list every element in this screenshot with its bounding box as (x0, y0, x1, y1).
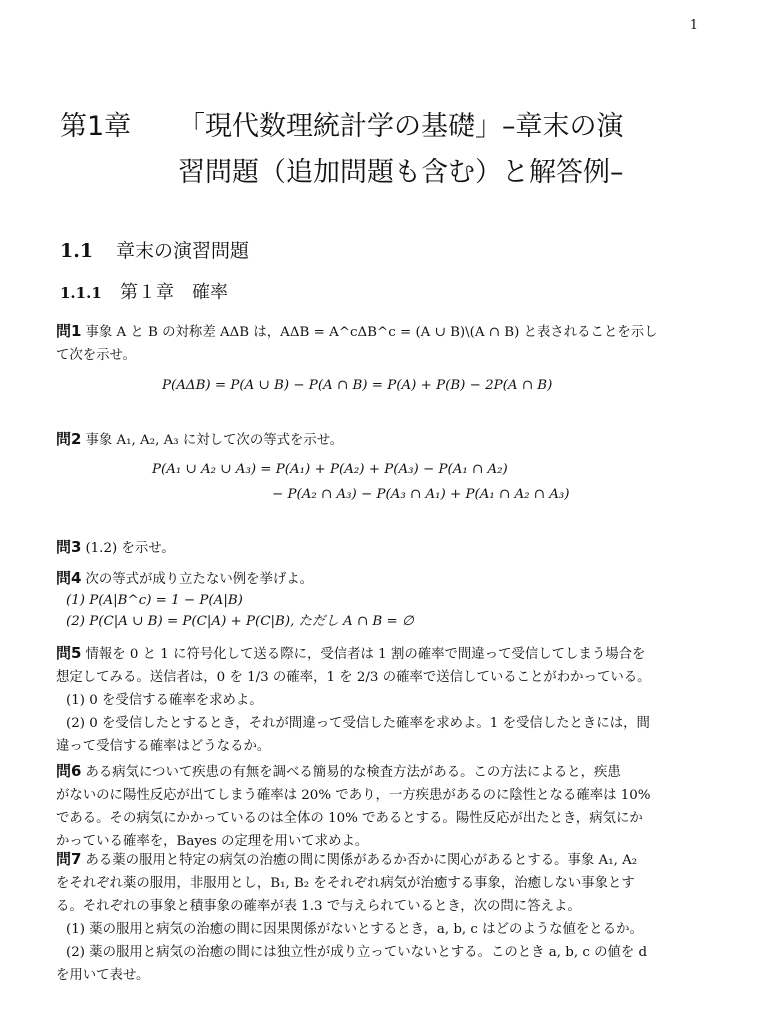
chapter-number: 第1章 (60, 111, 132, 142)
subsection-heading (60, 278, 228, 304)
problem-label: 問5 (56, 644, 82, 662)
problem-label: 問3 (56, 538, 82, 556)
problem-text: 違って受信する確率はどうなるか。 (56, 739, 271, 754)
problem-text: 情報を 0 と 1 に符号化して送る際に，受信者は 1 割の確率で間違って受信してしまう場合を (85, 647, 646, 662)
problem-text: 事象 A と B の対称差 AΔB は，AΔB = A^cΔB^c = (A ∪ B)\(A ∩ B) と表されることを示し (85, 325, 658, 340)
problem-text: て次を示せ。 (56, 348, 136, 363)
problem-subitem: (1) P(A|B^c) = 1 − P(A|B) (66, 593, 243, 608)
problem-text: 次の等式が成り立たない例を挙げよ。 (85, 572, 314, 587)
problem-text: ある薬の服用と特定の病気の治癒の間に関係があるか否かに関心があるとする。事象 A₁, A₂ (85, 853, 638, 868)
equation: P(AΔB) = P(A ∪ B) − P(A ∩ B) = P(A) + P(B) − 2P(A ∩ B) (162, 378, 553, 393)
problem-label: 問2 (56, 430, 82, 448)
problem-6 (56, 760, 716, 853)
subsection-title: 第１章 確率 (120, 282, 228, 303)
problem-5 (56, 642, 716, 758)
problem-subitem: (2) 薬の服用と病気の治癒の間には独立性が成り立っていないとする。このとき a, b, c の値を d (66, 945, 648, 960)
problem-text: る。それぞれの事象と積事象の確率が表 1.3 で与えられているとき，次の問に答えよ。 (56, 899, 581, 914)
equation: P(A₁ ∪ A₂ ∪ A₃) = P(A₁) + P(A₂) + P(A₃) − P(A₁ ∩ A₂) (152, 462, 508, 477)
problem-subitem: (2) P(C|A ∪ B) = P(C|A) + P(C|B), ただし A ∩ B = ∅ (66, 614, 414, 629)
chapter-heading (60, 104, 720, 196)
section-title: 章末の演習問題 (116, 240, 250, 262)
problem-1 (56, 320, 716, 367)
problem-subitem: (1) 薬の服用と病気の治癒の間に因果関係がないとするとき，a, b, c はどのような値をとるか。 (66, 922, 643, 937)
problem-text: である。その病気にかかっているのは全体の 10% であるとする。陽性反応が出たとき，病気にか (56, 811, 643, 826)
chapter-title-line1: 「現代数理統計学の基礎」–章末の演 (178, 111, 624, 142)
problem-text: かっている確率を，Bayes の定理を用いて求めよ。 (56, 834, 369, 849)
problem-text: 想定してみる。送信者は，0 を 1/3 の確率，1 を 2/3 の確率で送信していることがわかっている。 (56, 670, 651, 685)
problem-subitem: (1) 0 を受信する確率を求めよ。 (66, 693, 263, 708)
problem-text: をそれぞれ薬の服用，非服用とし，B₁, B₂ をそれぞれ病気が治癒する事象，治癒しない事象とす (56, 876, 635, 891)
problem-label: 問6 (56, 762, 82, 780)
problem-subitem: (2) 0 を受信したとするとき，それが間違って受信した確率を求めよ。1 を受信したときには，間 (66, 716, 650, 731)
problem-label: 問1 (56, 322, 82, 340)
page-number: 1 (689, 18, 698, 33)
section-heading (60, 236, 249, 263)
problem-label: 問7 (56, 850, 82, 868)
problem-text: (1.2) を示せ。 (85, 541, 175, 556)
problem-text: ある病気について疾患の有無を調べる簡易的な検査方法がある。この方法によると，疾患 (85, 765, 621, 780)
problem-4 (56, 568, 716, 632)
problem-label: 問4 (56, 569, 82, 587)
problem-7 (56, 848, 716, 987)
section-number: 1.1 (60, 240, 94, 262)
chapter-title-line2: 習問題（追加問題も含む）と解答例– (178, 157, 624, 188)
problem-3 (56, 536, 716, 560)
problem-text: を用いて表せ。 (56, 968, 150, 983)
problem-2 (56, 428, 716, 452)
subsection-number: 1.1.1 (60, 284, 102, 302)
problem-text: 事象 A₁, A₂, A₃ に対して次の等式を示せ。 (85, 433, 344, 448)
equation: − P(A₂ ∩ A₃) − P(A₃ ∩ A₁) + P(A₁ ∩ A₂ ∩ A₃) (272, 487, 570, 502)
problem-text: がないのに陽性反応が出てしまう確率は 20% であり，一方疾患があるのに陰性となる確率は 10% (56, 788, 651, 803)
